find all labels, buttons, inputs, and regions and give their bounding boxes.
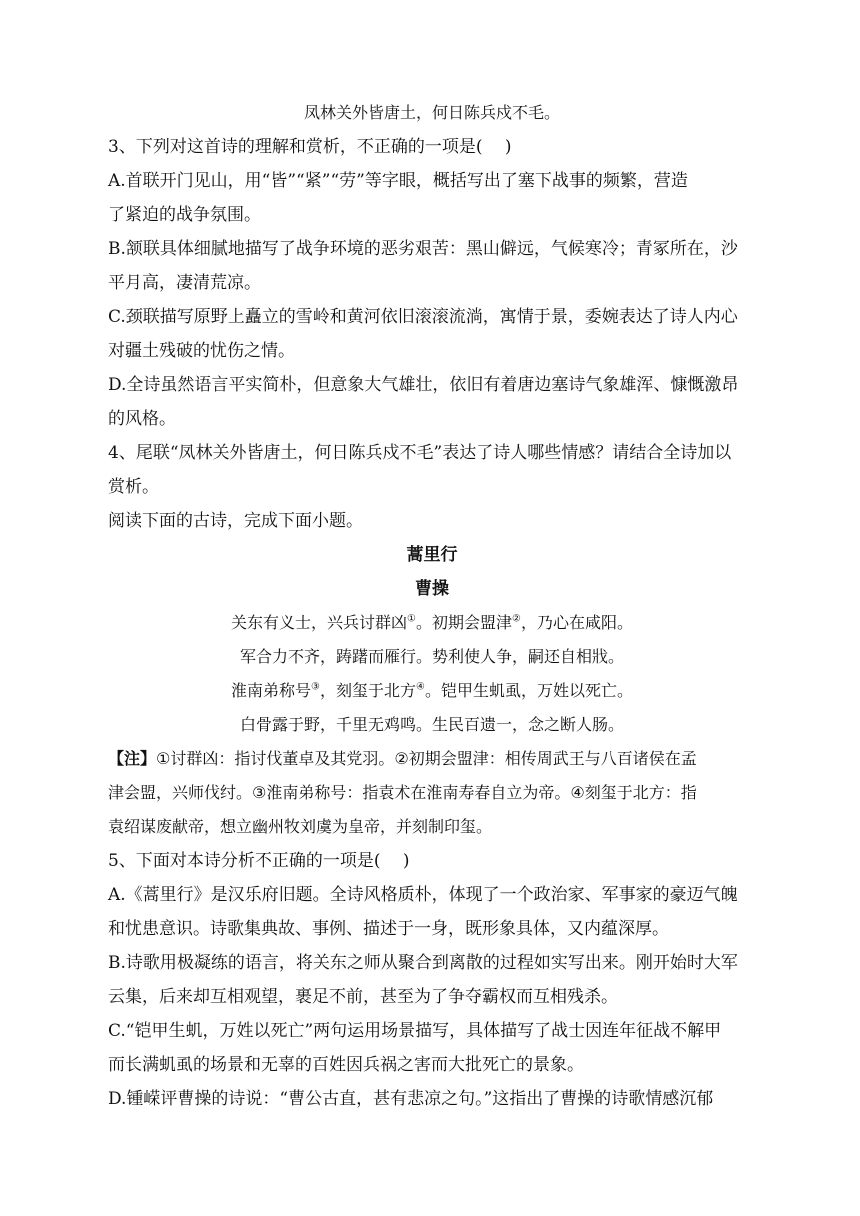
notes-line-3: 袁绍谋废献帝，想立幽州牧刘虞为皇帝，并刻制印玺。 [108, 817, 493, 836]
question-3-option-c-line1: C.颈联描写原野上矗立的雪岭和黄河依旧滚滚流淌，寓情于景，委婉表达了诗人内心 [108, 307, 738, 327]
question-5-stem: 5、下面对本诗分析不正确的一项是( ) [108, 851, 410, 871]
poem-last-line: 凤林关外皆唐土，何日陈兵戍不毛。 [303, 103, 560, 122]
question-5-option-d-line1: D.锺嵘评曹操的诗说：“曹公古直，甚有悲凉之句。”这指出了曹操的诗歌情感沉郁 [108, 1089, 714, 1109]
footnote-marker-2: ② [512, 613, 521, 625]
question-3-option-c-line2: 对疆土残破的忧伤之情。 [108, 341, 295, 361]
question-3-option-d-line2: 的风格。 [108, 409, 176, 429]
footnote-marker-4: ④ [416, 681, 425, 693]
poem-line-2: 军合力不齐，踌躇而雁行。势利使人争，嗣还自相戕。 [239, 647, 624, 666]
question-3-option-d-line1: D.全诗虽然语言平实简朴，但意象大气雄壮，依旧有着唐边塞诗气象雄浑、慷慨激昂 [108, 375, 739, 395]
question-4-line2: 赏析。 [108, 477, 159, 497]
question-4-line1: 4、尾联“凤林关外皆唐土，何日陈兵戍不毛”表达了诗人哪些情感？请结合全诗加以 [108, 443, 732, 463]
poem-line-1 [108, 606, 756, 640]
question-3-option-b-line1: B.颔联具体细腻地描写了战争环境的恶劣艰苦：黑山僻远，气候寒冷；青冢所在，沙 [108, 239, 738, 259]
question-3-option-a-line2: 了紧迫的战争氛围。 [108, 205, 261, 225]
footnote-marker-3: ③ [311, 681, 320, 693]
notes-line-2: 津会盟，兴师伐纣。③淮南弟称号：指袁术在淮南寿春自立为帝。④刻玺于北方：指 [108, 783, 697, 802]
question-3-option-a-line1: A.首联开门见山，用“皆”“紧”“劳”等字眼，概括写出了塞下战事的频繁，营造 [108, 171, 688, 191]
poem-line-3-part-b: ，刻玺于北方 [319, 681, 416, 700]
poem-line-4: 白骨露于野，千里无鸡鸣。生民百遗一，念之断人肠。 [239, 715, 624, 734]
question-5-option-b-line2: 云集，后来却互相观望，裹足不前，甚至为了争夺霸权而互相残杀。 [108, 987, 618, 1007]
reading-instruction: 阅读下面的古诗，完成下面小题。 [108, 511, 363, 531]
notes-line-1-text: ①讨群凶：指讨伐董卓及其党羽。②初期会盟津：相传周武王与八百诸侯在孟 [156, 749, 697, 768]
question-5-option-a-line1: A.《蒿里行》是汉乐府旧题。全诗风格质朴，体现了一个政治家、军事家的豪迈气魄 [108, 885, 738, 905]
question-3-option-b-line2: 平月高，凄清荒凉。 [108, 273, 261, 293]
poem-title: 蒿里行 [406, 545, 458, 565]
question-5-option-c-line2: 而长满虮虱的场景和无辜的百姓因兵祸之害而大批死亡的景象。 [108, 1055, 584, 1075]
notes-label: 【注】 [108, 749, 157, 768]
poem-line-3 [108, 674, 756, 708]
poem-line-1-part-a: 关东有义士，兴兵讨群凶 [231, 613, 408, 632]
question-3-stem: 3、下列对这首诗的理解和赏析，不正确的一项是( ) [108, 137, 512, 157]
notes-line-1 [108, 742, 756, 776]
poem-line-1-part-c: ，乃心在咸阳。 [520, 613, 633, 632]
poem-line-3-part-c: 。铠甲生虮虱，万姓以死亡。 [424, 681, 633, 700]
question-5-option-a-line2: 和忧患意识。诗歌集典故、事例、描述于一身，既形象具体，又内蕴深厚。 [108, 919, 669, 939]
poem-line-1-part-b: 。初期会盟津 [415, 613, 512, 632]
question-5-option-b-line1: B.诗歌用极凝练的语言，将关东之师从聚合到离散的过程如实写出来。刚开始时大军 [108, 953, 738, 973]
document-page [108, 96, 756, 1116]
poem-line-3-part-a: 淮南弟称号 [231, 681, 312, 700]
poem-author: 曹操 [415, 579, 449, 599]
footnote-marker-1: ① [407, 613, 416, 625]
question-5-option-c-line1: C.“铠甲生虮，万姓以死亡”两句运用场景描写，具体描写了战士因连年征战不解甲 [108, 1021, 722, 1041]
